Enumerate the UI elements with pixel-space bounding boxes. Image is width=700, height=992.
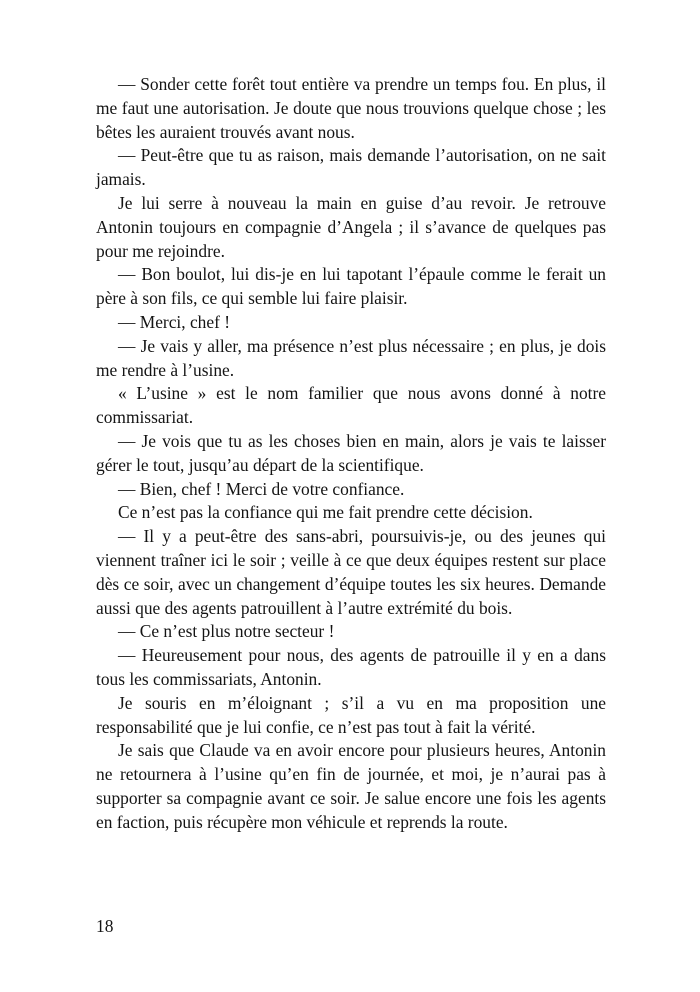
page-number: 18 bbox=[96, 916, 114, 936]
paragraph: — Sonder cette forêt tout entière va prendre un temps fou. En plus, il me faut une autorisation. Je doute que nous trouvions quelque chose ; les bêtes les auraient trouvés avant nous. bbox=[96, 74, 606, 142]
paragraph: Je souris en m’éloignant ; s’il a vu en ma proposition une responsabilité que je lui confie, ce n’est pas tout à fait la vérité. bbox=[96, 692, 606, 737]
paragraph: — Peut-être que tu as raison, mais demande l’autorisation, on ne sait jamais. bbox=[96, 145, 606, 190]
paragraph: Ce n’est pas la confiance qui me fait prendre cette décision. bbox=[118, 502, 533, 523]
paragraph: — Je vais y aller, ma présence n’est plus nécessaire ; en plus, je dois me rendre à l’usine. bbox=[96, 335, 606, 380]
paragraph: — Bien, chef ! Merci de votre confiance. bbox=[118, 478, 405, 499]
paragraph: — Je vois que tu as les choses bien en main, alors je vais te laisser gérer le tout, jusqu’au départ de la scientifique. bbox=[96, 430, 606, 475]
paragraph: — Merci, chef ! bbox=[118, 311, 231, 332]
body-text bbox=[96, 73, 606, 835]
paragraph: « L’usine » est le nom familier que nous avons donné à notre commissariat. bbox=[96, 383, 606, 428]
paragraph: Je sais que Claude va en avoir encore pour plusieurs heures, Antonin ne retournera à l’usine qu’en fin de journée, et moi, je n’aurai pas à supporter sa compagnie avant ce soir. Je salue encore une fois les agents en faction, puis récupère mon véhicule et reprends la route. bbox=[96, 740, 606, 832]
paragraph: — Heureusement pour nous, des agents de patrouille il y en a dans tous les commissariats, Antonin. bbox=[96, 645, 606, 689]
paragraph: Je lui serre à nouveau la main en guise d’au revoir. Je retrouve Antonin toujours en compagnie d’Angela ; il s’avance de quelques pas pour me rejoindre. bbox=[96, 192, 606, 261]
paragraph: — Il y a peut-être des sans-abri, poursuivis-je, ou des jeunes qui viennent traîner ici le soir ; veille à ce que deux équipes restent sur place dès ce soir, avec un changement d’équipe toutes les six heures. Demande aussi que des agents patrouillent à l’autre extrémité du bois. bbox=[96, 526, 606, 618]
paragraph: — Ce n’est plus notre secteur ! bbox=[118, 621, 335, 642]
paragraph: — Bon boulot, lui dis-je en lui tapotant l’épaule comme le ferait un père à son fils, ce qui semble lui faire plaisir. bbox=[96, 264, 606, 309]
